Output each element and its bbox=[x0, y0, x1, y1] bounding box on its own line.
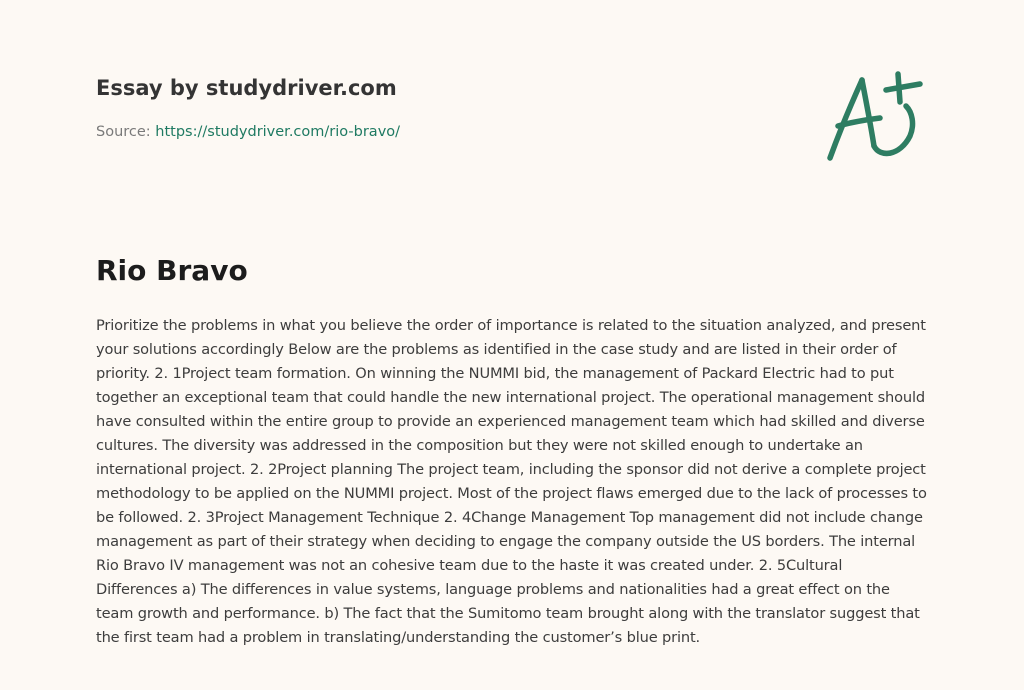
source-link[interactable]: https://studydriver.com/rio-bravo/ bbox=[155, 124, 401, 140]
essay-title: Rio Bravo bbox=[96, 254, 248, 287]
source-line bbox=[96, 124, 400, 140]
essay-body: Prioritize the problems in what you believe the order of importance is related to the situation analyzed, and present your solutions accordingly Below are the problems as identified in the case study and are listed in their order of priority. 2. 1Project team formation. On winning the NUMMI bid, the management of Packard Electric had to put together an exceptional team that could handle the new international project. The operational management should have consulted within the entire group to provide an experienced management team which had skilled and diverse cultures. The diversity was addressed in the composition but they were not skilled enough to undertake an international project. 2. 2Project planning The project team, including the sponsor did not derive a complete project methodology to be applied on the NUMMI project. Most of the project flaws emerged due to the lack of processes to be followed. 2. 3Project Management Technique 2. 4Change Management Top management did not include change management as part of their strategy when deciding to engage the company outside the US borders. The internal Rio Bravo IV management was not an cohesive team due to the haste it was created under. 2. 5Cultural Differences a) The differences in value systems, language problems and nationalities had a great effect on the team growth and performance. b) The fact that the Sumitomo team brought along with the translator suggest that the first team had a problem in translating/understanding the customer’s blue print. bbox=[96, 317, 927, 646]
site-title: Essay by studydriver.com bbox=[96, 76, 397, 100]
source-label: Source: bbox=[96, 124, 156, 140]
a-plus-grade-icon bbox=[820, 66, 930, 166]
